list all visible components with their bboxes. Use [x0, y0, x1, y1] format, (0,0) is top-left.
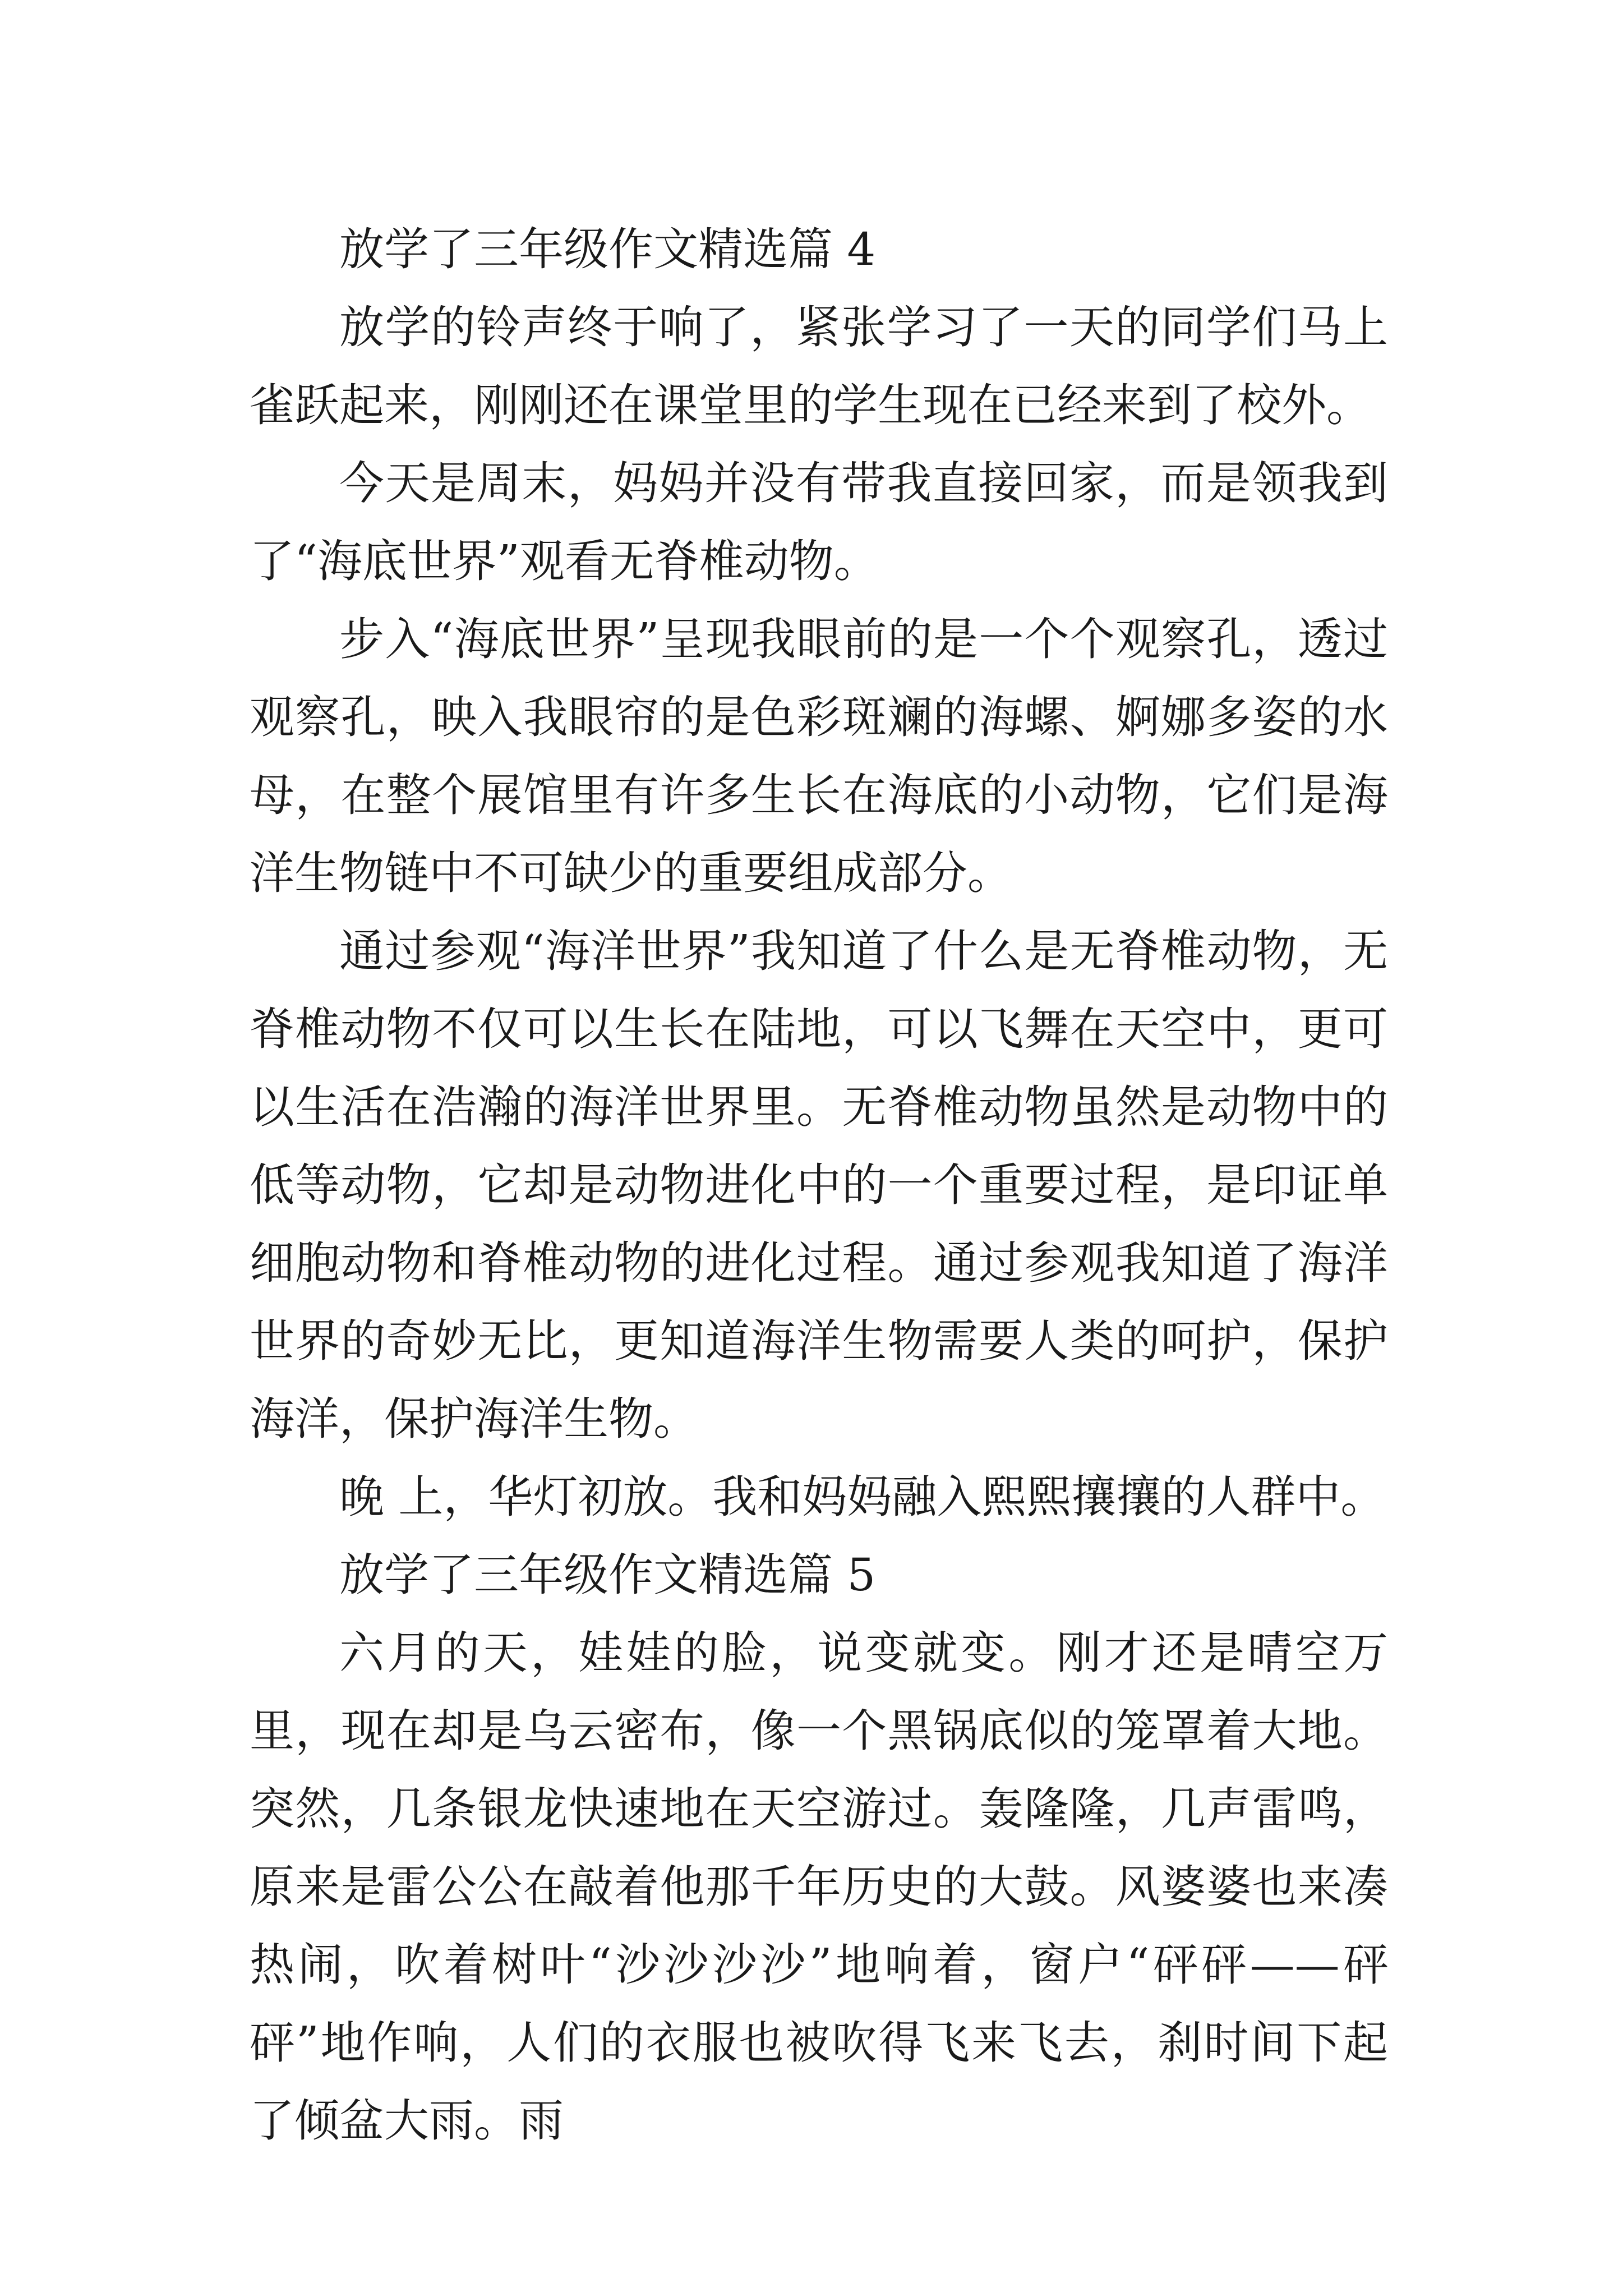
paragraph: 放学的铃声终于响了，紧张学习了一天的同学们马上雀跃起来，刚刚还在课堂里的学生现在已经来到了校外。	[250, 301, 1388, 431]
paragraph: 六月的天，娃娃的脸，说变就变。刚才还是晴空万里，现在却是乌云密布，像一个黑锅底似的笼罩着大地。突然，几条银龙快速地在天空游过。轰隆隆，几声雷鸣，原来是雷公公在敲着他那千年历史的大鼓。风婆婆也来凑热闹，吹着树叶“沙沙沙沙”地响着，窗户“砰砰——砰砰”地作响，人们的衣服也被吹得飞来飞去，刹时间下起了倾盆大雨。雨	[250, 1627, 1388, 2147]
article-body	[250, 210, 1388, 2160]
paragraph: 今天是周末，妈妈并没有带我直接回家，而是领我到了“海底世界”观看无脊椎动物。	[250, 457, 1388, 587]
section-heading-4: 放学了三年级作文精选篇 4	[339, 223, 876, 275]
paragraph: 步入“海底世界”呈现我眼前的是一个个观察孔，透过观察孔，映入我眼帘的是色彩斑斓的海螺、婀娜多姿的水母，在整个展馆里有许多生长在海底的小动物，它们是海洋生物链中不可缺少的重要组成部分。	[250, 613, 1388, 899]
paragraph: 通过参观“海洋世界”我知道了什么是无脊椎动物，无脊椎动物不仅可以生长在陆地，可以飞舞在天空中，更可以生活在浩瀚的海洋世界里。无脊椎动物虽然是动物中的低等动物，它却是动物进化中的一个重要过程，是印证单细胞动物和脊椎动物的进化过程。通过参观我知道了海洋世界的奇妙无比，更知道海洋生物需要人类的呵护，保护海洋，保护海洋生物。	[250, 925, 1388, 1445]
paragraph: 晚 上，华灯初放。我和妈妈融入熙熙攘攘的人群中。	[339, 1471, 1386, 1523]
section-heading-5: 放学了三年级作文精选篇 5	[339, 1549, 876, 1601]
